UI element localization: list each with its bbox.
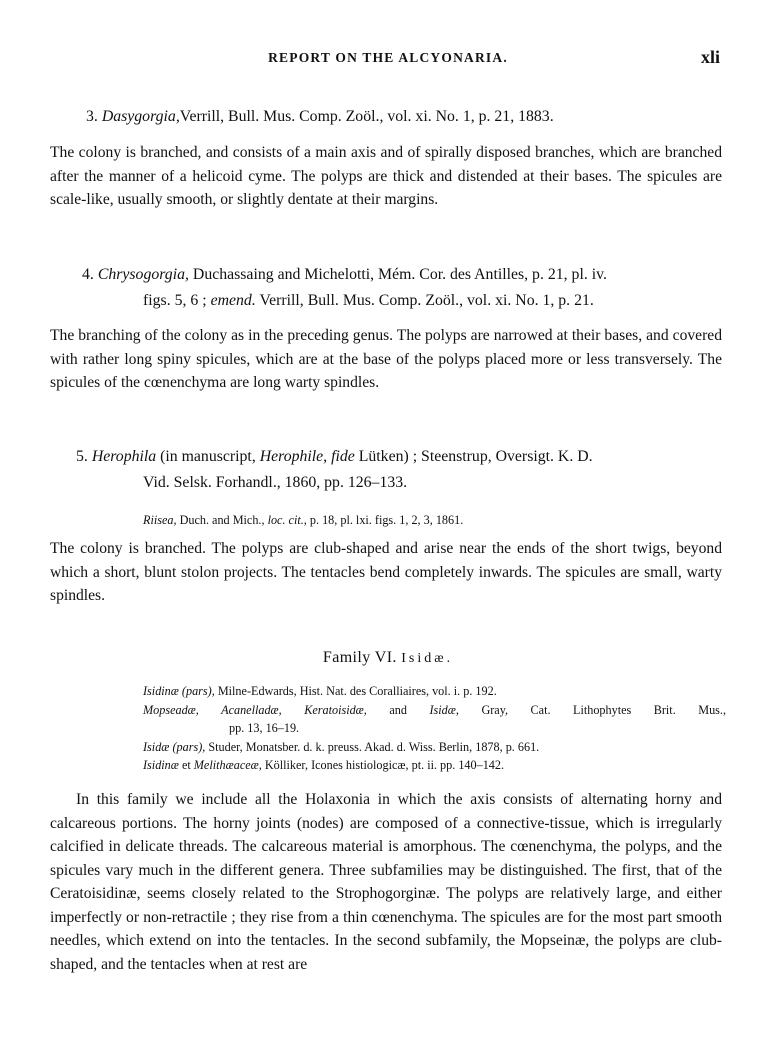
genus-3-number: 3. <box>86 108 98 125</box>
genus-5-alt-name: Herophile, fide <box>259 448 355 465</box>
family-synonym-list <box>143 682 726 775</box>
synonym-2-cont: pp. 13, 16–19. <box>229 721 300 735</box>
genus-4-description: The branching of the colony as in the preceding genus. The polyps are narrowed at their bases, and covered with rather long spiny spicules, which are at the base of the polyps placed more or less transversely. The spicules of the cœnenchyma are long warty spindles. <box>50 327 722 391</box>
genus-5-heading-cont <box>143 470 726 495</box>
family-synonym-2 <box>143 701 726 720</box>
genus-5-number: 5. <box>76 448 88 465</box>
family-label: Family VI. <box>322 649 397 666</box>
family-synonym-1 <box>143 682 726 701</box>
synonym-2-text: and <box>389 702 407 717</box>
genus-4-emend: emend. <box>210 292 256 309</box>
genus-5-description: The colony is branched. The polyps are club-shaped and arise near the ends of the short twigs, beyond which a short, blunt stolon projects. The tentacles bend completely inwards. The spicules are small, warty spindles. <box>50 540 722 604</box>
synonym-3-name: Isidæ (pars), <box>143 739 206 754</box>
genus-3-heading <box>86 104 726 129</box>
synonym-1-text: Milne-Edwards, Hist. Nat. des Coralliaires, vol. i. p. 192. <box>217 684 497 698</box>
running-title: REPORT ON THE ALCYONARIA. <box>268 50 508 65</box>
genus-5-heading <box>76 444 726 469</box>
running-head <box>0 47 776 72</box>
genus-5-citation-a1: (in manuscript, <box>160 448 256 465</box>
synonym-1-name: Isidinæ (pars), <box>143 684 215 698</box>
family-synonym-2-cont <box>143 719 726 738</box>
synonym-2-name: Mopseadæ, Acanelladæ, Keratoisidæ, <box>143 702 367 717</box>
genus-4-citation-a: Duchassaing and Michelotti, Mém. Cor. des Antilles, p. 21, pl. iv. <box>192 266 607 283</box>
genus-3-name: Dasygorgia, <box>101 108 180 125</box>
synonym-4-name2: Melithæaceæ, <box>193 758 262 772</box>
synonym-4-text: et <box>181 758 191 772</box>
family-name: Isidæ. <box>401 651 454 666</box>
synonym-4-name: Isidinæ <box>143 758 179 772</box>
genus-5-synonym-name: Riisea, <box>143 513 177 527</box>
genus-5-synonym-text-2: p. 18, pl. lxi. figs. 1, 2, 3, 1861. <box>309 513 464 527</box>
synonym-3-text: Studer, Monatsber. d. k. preuss. Akad. d. Wiss. Berlin, 1878, p. 661. <box>208 739 540 754</box>
genus-5-citation-a2: Lütken) ; Steenstrup, Oversigt. K. D. <box>358 448 593 465</box>
page-number: xli <box>700 47 720 67</box>
genus-5-synonym-text-1: Duch. and Mich., <box>179 513 265 527</box>
synonym-4-text2: Kölliker, Icones histiologicæ, pt. ii. pp. 140–142. <box>264 758 505 772</box>
family-synonym-4 <box>143 756 726 775</box>
genus-5-name: Herophila <box>91 448 157 465</box>
synonym-2-text2: Gray, Cat. Lithophytes Brit. Mus., <box>481 702 727 717</box>
genus-4-heading <box>82 262 726 287</box>
family-description: In this family we include all the Holaxonia in which the axis consists of alternating horny and calcareous portions. The horny joints (nodes) are composed of a connective-tissue, which is irregularly calcified in delicate threads. The calcareous material is amorphous. The cœnenchyma, the polyps, and the spicules vary much in the different genera. Three subfamilies may be distinguished. The first, that of the Ceratoisidinæ, seems closely related to the Strophogorginæ. The polyps are relatively large, and either imperfectly or non-retractile ; they rise from a thin cœnenchyma. The spicules are for the most part smooth needles, which extend on into the tentacles. In the second subfamily, the Mopseinæ, the polyps are club-shaped, and the tentacles when at rest are <box>50 791 722 973</box>
genus-5-synonym <box>143 511 726 530</box>
family-heading <box>0 649 776 667</box>
genus-3-citation: Verrill, Bull. Mus. Comp. Zoöl., vol. xi. No. 1, p. 21, 1883. <box>179 108 554 125</box>
genus-3-description: The colony is branched, and consists of a main axis and of spirally disposed branches, which are branched after the manner of a helicoid cyme. The polyps are thick and distended at their bases. The spicules are scale-like, usually smooth, or slightly dentate at their margins. <box>50 144 722 208</box>
genus-5-citation-b: Vid. Selsk. Forhandl., 1860, pp. 126–133. <box>143 474 408 491</box>
family-synonym-3 <box>143 738 726 757</box>
genus-4-number: 4. <box>82 266 94 283</box>
synonym-2-name2: Isidæ, <box>429 702 459 717</box>
genus-4-name: Chrysogorgia, <box>97 266 189 283</box>
genus-4-heading-cont <box>143 288 726 313</box>
genus-4-citation-b-end: Verrill, Bull. Mus. Comp. Zoöl., vol. xi. No. 1, p. 21. <box>259 292 594 309</box>
genus-4-citation-b-start: figs. 5, 6 ; <box>143 292 207 309</box>
genus-5-synonym-loc: loc. cit., <box>267 513 307 527</box>
